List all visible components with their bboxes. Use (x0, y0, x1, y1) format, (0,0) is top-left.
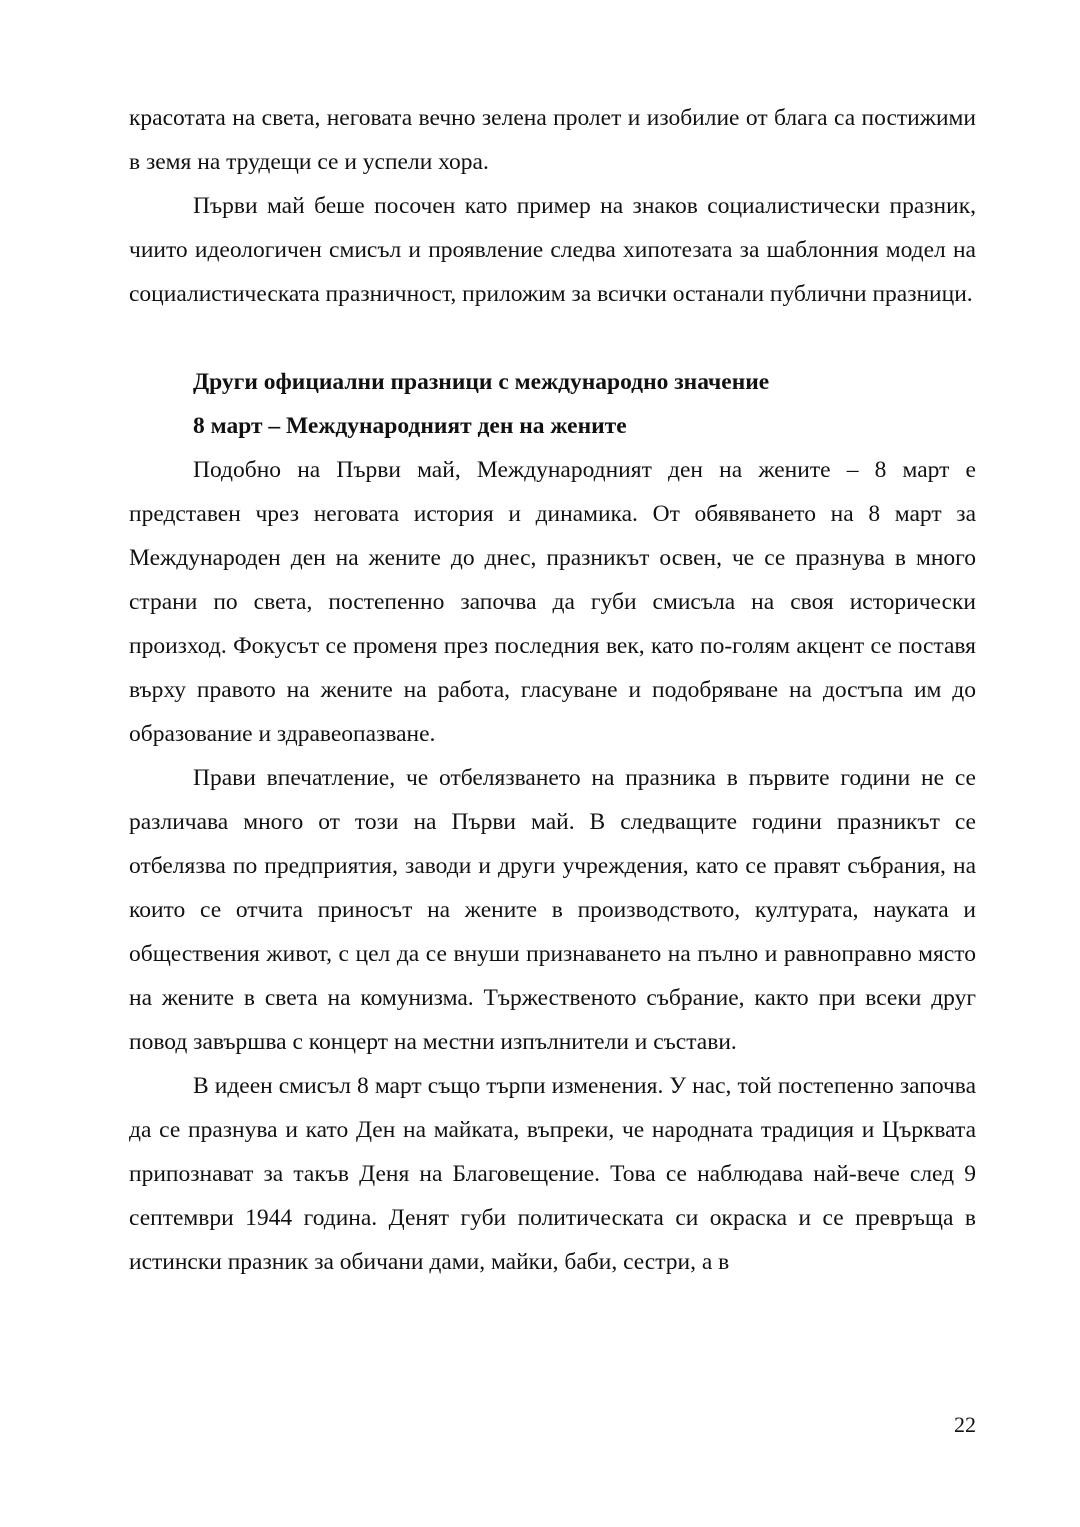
paragraph-first-may: Първи май беше посочен като пример на знаков социалистически празник, чиито идеологичен смисъл и проявление следва хипотезата за шаблонния модел на социалистическата празничност, приложим за всички останали публични празници. (129, 193, 976, 307)
paragraph-womens-day-celebration: Прави впечатление, че отбелязването на празника в първите години не се различава много от този на Първи май. В следващите години празникът се отбелязва по предприятия, заводи и други учреждения, като се правят събрания, на които се отчита приносът на жените в производството, културата, науката и обществения живот, с цел да се внуши признаването на пълно и равноправно място на жените в света на комунизма. Тържественото събрание, както при всеки друг повод завършва с концерт на местни изпълнители и състави. (129, 765, 976, 1055)
paragraph-womens-day-history: Подобно на Първи май, Международният ден на жените – 8 март е представен чрез неговата история и динамика. От обявяването на 8 март за Международен ден на жените до днес, празникът освен, че се празнува в много страни по света, постепенно започва да губи смисъла на своя исторически произход. Фокусът се променя през последния век, като по-голям акцент се поставя върху правото на жените на работа, гласуване и подобряване на достъпа им до образование и здравеопазване. (129, 457, 976, 747)
paragraph-continuation: красотата на света, неговата вечно зелена пролет и изобилие от блага са постижими в земя на трудещи се и успели хора. (129, 105, 976, 175)
paragraph-womens-day-meaning: В идеен смисъл 8 март също търпи изменения. У нас, той постепенно започва да се празнува и като Ден на майката, въпреки, че народната традиция и Църквата припознават за такъв Деня на Благовещение. Това се наблюдава най-вече след 9 септември 1944 година. Денят губи политическата си окраска и се превръща в истински празник за обичани дами, майки, баби, сестри, а в (129, 1073, 976, 1275)
subsection-heading: 8 март – Международният ден на жените (193, 413, 627, 439)
page-number: 22 (954, 1412, 976, 1437)
section-heading: Други официални празници с международно значение (193, 369, 770, 395)
page-body (129, 96, 976, 1284)
